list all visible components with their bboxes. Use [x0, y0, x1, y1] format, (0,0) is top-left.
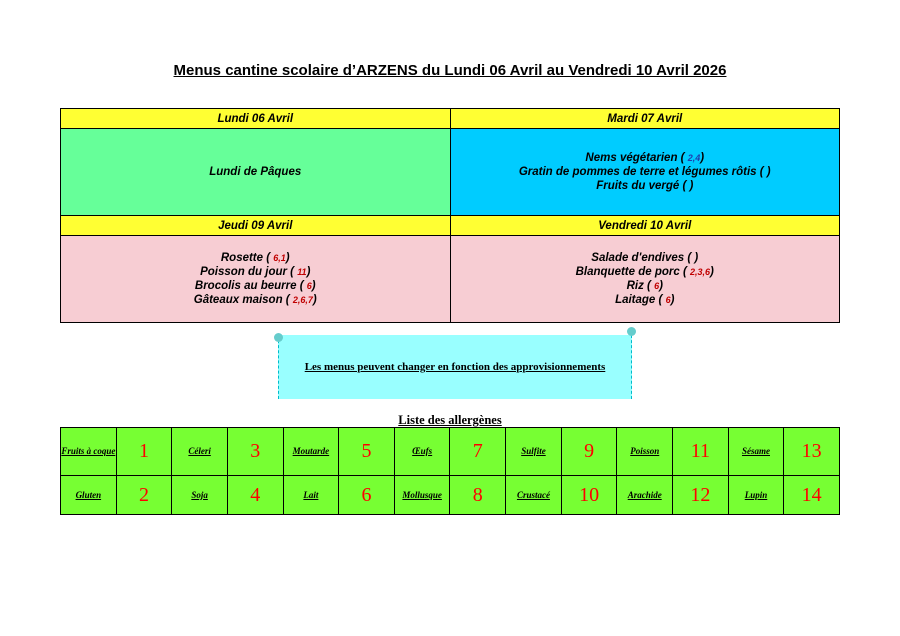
- allergen-name: Gluten: [61, 476, 117, 515]
- allergen-number: 13: [784, 428, 840, 476]
- allergen-name: Lait: [283, 476, 339, 515]
- allergen-number: 11: [673, 428, 729, 476]
- menu-cell-thursday: [61, 236, 451, 323]
- menu-line: Blanquette de porc ( 2,3,6): [575, 266, 714, 278]
- notice-scroll-banner: [278, 335, 632, 399]
- day-header-friday: Vendredi 10 Avril: [450, 216, 840, 236]
- allergen-number: 3: [227, 428, 283, 476]
- menu-line: Poisson du jour ( 11): [200, 266, 311, 278]
- allergen-name: Céleri: [172, 428, 228, 476]
- menu-line: Rosette ( 6,1): [220, 252, 290, 264]
- allergen-name: Sulfite: [506, 428, 562, 476]
- menu-line: Riz ( 6): [626, 280, 663, 292]
- allergen-number: 12: [673, 476, 729, 515]
- day-header-thursday: Jeudi 09 Avril: [61, 216, 451, 236]
- menu-cell-monday: [61, 129, 451, 216]
- allergen-name: Lupin: [728, 476, 784, 515]
- menu-line: Nems végétarien ( 2,4): [585, 152, 705, 164]
- allergen-number: 2: [116, 476, 172, 515]
- allergen-name: Sésame: [728, 428, 784, 476]
- allergen-number: 8: [450, 476, 506, 515]
- allergen-number: 6: [339, 476, 395, 515]
- allergen-codes: 6: [654, 281, 660, 291]
- allergen-row: [61, 476, 840, 515]
- allergen-codes: 6,1: [273, 253, 286, 263]
- menu-line: Brocolis au beurre ( 6): [194, 280, 316, 292]
- menu-line: Laitage ( 6): [615, 294, 675, 306]
- menu-line: Gâteaux maison ( 2,6,7): [193, 294, 317, 306]
- notice-text: Les menus peuvent changer en fonction des approvisionnements: [304, 361, 606, 373]
- allergen-number: 9: [561, 428, 617, 476]
- allergen-codes: 11: [297, 267, 307, 277]
- day-header-monday: Lundi 06 Avril: [61, 109, 451, 129]
- allergen-codes: 2,6,7: [292, 295, 313, 305]
- allergen-name: Œufs: [394, 428, 450, 476]
- allergen-row: [61, 428, 840, 476]
- allergen-number: 14: [784, 476, 840, 515]
- allergen-name: Mollusque: [394, 476, 450, 515]
- allergen-list-title: Liste des allergènes: [398, 413, 502, 427]
- allergen-table: [60, 427, 840, 515]
- allergen-codes: 6: [306, 281, 312, 291]
- menu-cell-tuesday: [450, 129, 840, 216]
- menu-line: Fruits du vergé ( ): [596, 180, 694, 192]
- allergen-number: 4: [227, 476, 283, 515]
- allergen-name: Arachide: [617, 476, 673, 515]
- allergen-number: 10: [561, 476, 617, 515]
- allergen-number: 5: [339, 428, 395, 476]
- allergen-name: Fruits à coque: [61, 428, 117, 476]
- menu-line: Gratin de pommes de terre et légumes rôtis ( ): [518, 166, 771, 178]
- page-title: Menus cantine scolaire d’ARZENS du Lundi 06 Avril au Vendredi 10 Avril 2026: [173, 62, 727, 79]
- allergen-name: Crustacé: [506, 476, 562, 515]
- allergen-name: Poisson: [617, 428, 673, 476]
- allergen-name: Moutarde: [283, 428, 339, 476]
- allergen-codes: 2,3,6: [690, 267, 711, 277]
- allergen-name: Soja: [172, 476, 228, 515]
- allergen-number: 7: [450, 428, 506, 476]
- menu-table: [60, 108, 840, 323]
- menu-line: Salade d'endives ( ): [591, 252, 699, 264]
- allergen-codes: 6: [665, 295, 671, 305]
- menu-line: Lundi de Pâques: [209, 166, 302, 178]
- allergen-codes: 2,4: [687, 153, 701, 163]
- menu-cell-friday: [450, 236, 840, 323]
- allergen-number: 1: [116, 428, 172, 476]
- day-header-tuesday: Mardi 07 Avril: [450, 109, 840, 129]
